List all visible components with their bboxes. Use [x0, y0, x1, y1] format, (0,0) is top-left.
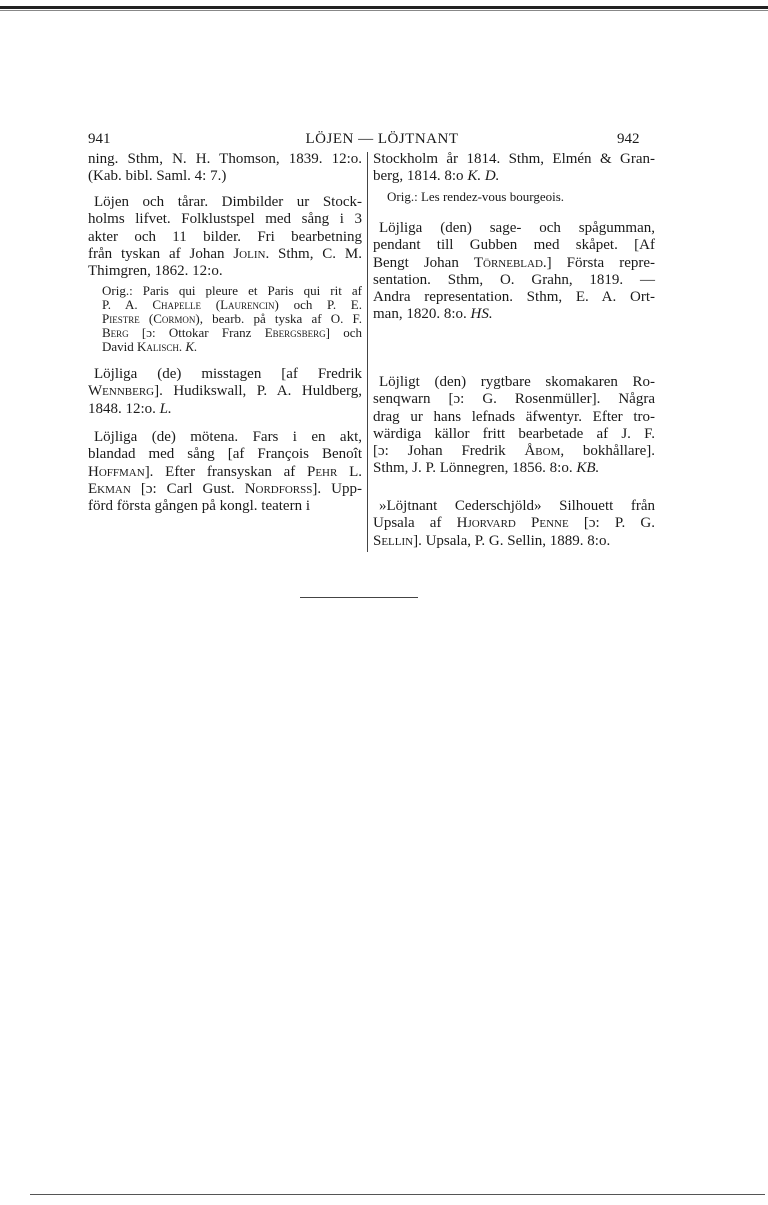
text-segment: man, 1820. 8:o.: [373, 306, 471, 323]
text-segment: drag ur hans lefnads äfwentyr. Efter tro-: [373, 408, 655, 425]
running-title: LÖJEN — LÖJTNANT: [305, 131, 459, 147]
text-line: [88, 211, 362, 228]
author-name: Jolin: [233, 245, 266, 262]
column-divider: [367, 152, 368, 552]
author-name: Berg: [102, 325, 129, 340]
author-name: Törneblad: [473, 254, 543, 271]
bibliography-entry: [88, 151, 362, 186]
author-name: Hoffman: [88, 463, 145, 480]
author-name: Sellin: [373, 532, 414, 549]
top-border-line: [0, 6, 768, 9]
text-segment: 1848. 12:o.: [88, 400, 160, 417]
text-line: [88, 298, 362, 312]
text-segment: senqwarn [ɔ: G. Rosenmüller]. Några: [373, 391, 655, 408]
text-segment: [ɔ: Ottokar Franz: [128, 325, 265, 340]
text-segment: sentation. Sthm, O. Grahn, 1819. —: [373, 271, 655, 288]
text-segment: Orig.: Les rendez-vous bourgeois.: [387, 189, 565, 204]
text-segment: .: [178, 339, 186, 354]
text-line: [88, 194, 362, 211]
text-line: [88, 168, 362, 185]
text-line: [373, 272, 655, 289]
text-line: [88, 246, 362, 263]
text-segment: Andra representation. Sthm, E. A. Ort-: [373, 289, 655, 306]
author-name: Laurencin: [220, 297, 275, 312]
author-name: Hjorvard Penne: [456, 515, 569, 532]
text-segment: .] Första repre-: [542, 254, 655, 271]
bibliography-entry: [373, 498, 655, 550]
text-segment: [ɔ: Carl Gust.: [130, 480, 245, 497]
text-segment: från tyskan af Johan: [88, 245, 234, 262]
text-segment: Orig.: Paris qui pleure et Paris qui rit af: [102, 283, 362, 298]
text-segment: . Sthm, C. M.: [265, 245, 362, 262]
bibliography-entry: [88, 429, 362, 515]
text-line: [88, 401, 362, 418]
bibliography-entry: [88, 366, 362, 418]
bottom-border-line: [30, 1194, 765, 1195]
text-segment: (Kab. bibl. Saml. 4: 7.): [88, 168, 227, 185]
text-line: [88, 284, 362, 298]
text-segment: ), bearb. på tyska af O. F.: [195, 311, 362, 326]
author-name: Ebergsberg: [264, 325, 326, 340]
text-segment: ]. Efter fransyskan af: [144, 463, 307, 480]
author-name: Pehr: [307, 463, 338, 480]
text-segment: Löjliga (den) sage- och spågumman,: [379, 220, 655, 236]
text-line: [373, 498, 655, 515]
text-segment: [ɔ: P. G.: [568, 515, 655, 532]
page-number-right: 942: [617, 131, 640, 147]
text-segment: ] och: [325, 325, 362, 340]
author-name: Åbom: [524, 443, 561, 460]
bibliography-entry: [88, 194, 362, 280]
library-siglum: L.: [159, 400, 172, 417]
author-name: Ekman: [88, 480, 131, 497]
author-name: Kalisch: [137, 339, 179, 354]
text-line: [88, 498, 362, 515]
text-line: [373, 255, 655, 272]
text-line: [373, 237, 655, 254]
library-siglum: K. D.: [467, 168, 500, 185]
text-line: [373, 306, 655, 323]
author-name: Piestre: [102, 311, 140, 326]
text-segment: berg, 1814. 8:o: [373, 168, 468, 185]
library-siglum: KB.: [576, 460, 600, 477]
text-segment: ning. Sthm, N. H. Thomson, 1839. 12:o.: [88, 151, 362, 167]
text-line: [373, 220, 655, 237]
text-segment: ]. Upsala, P. G. Sellin, 1889. 8:o.: [413, 532, 611, 549]
text-segment: Stockholm år 1814. Sthm, Elmén & Gran-: [373, 151, 655, 167]
author-name: Nordforss: [244, 480, 313, 497]
text-line: [373, 374, 655, 391]
text-segment: wärdiga källor fritt bearbetade af J. F.: [373, 425, 655, 442]
text-segment: ]. Upp-: [312, 480, 363, 497]
text-segment: blandad med sång [af François Benoît: [88, 446, 362, 463]
bibliography-entry: [373, 374, 655, 478]
page-number-left: 941: [88, 131, 111, 147]
library-siglum: HS.: [470, 306, 493, 323]
text-line: [373, 168, 655, 185]
text-segment: Sthm, J. P. Lönnegren, 1856. 8:o.: [373, 460, 577, 477]
text-segment: P. A.: [102, 297, 153, 312]
text-line: [88, 446, 362, 463]
text-line: [88, 481, 362, 498]
text-line: [88, 383, 362, 400]
text-line: [373, 190, 655, 204]
bibliography-entry: [373, 151, 655, 186]
text-line: [88, 326, 362, 340]
text-line: [373, 289, 655, 306]
text-line: [88, 464, 362, 481]
text-segment: L.: [337, 463, 362, 480]
text-line: [373, 515, 655, 532]
text-line: [88, 229, 362, 246]
text-segment: Upsala af: [373, 515, 457, 532]
text-segment: ) och P. E.: [274, 297, 362, 312]
author-name: Chapelle: [152, 297, 202, 312]
text-line: [373, 460, 655, 477]
text-line: [88, 151, 362, 168]
text-line: [373, 426, 655, 443]
text-segment: , bokhållare].: [560, 443, 655, 460]
text-line: [373, 443, 655, 460]
text-segment: Thimgren, 1862. 12:o.: [88, 263, 223, 280]
text-line: [373, 409, 655, 426]
end-rule: [300, 597, 418, 598]
text-segment: akter och 11 bilder. Fri bearbetning: [88, 228, 362, 245]
author-name: Cormon: [153, 311, 196, 326]
text-line: [88, 340, 362, 354]
text-segment: ]. Hudikswall, P. A. Huldberg,: [154, 383, 362, 400]
original-title-note: [373, 190, 655, 204]
text-segment: (: [201, 297, 221, 312]
text-segment: (: [139, 311, 154, 326]
text-segment: Löjliga (de) misstagen [af Fredrik: [94, 366, 362, 382]
top-border-line-thin: [0, 10, 768, 11]
text-segment: holms lifvet. Folklustspel med sång i 3: [88, 211, 362, 228]
text-segment: Löjen och tårar. Dimbilder ur Stock-: [94, 194, 362, 210]
original-title-note: [88, 284, 362, 354]
text-line: [373, 391, 655, 408]
text-segment: Bengt Johan: [373, 254, 474, 271]
bibliography-entry: [373, 220, 655, 324]
text-line: [373, 533, 655, 550]
text-segment: Löjliga (de) mötena. Fars i en akt,: [94, 429, 362, 445]
author-name: Wennberg: [88, 383, 155, 400]
text-segment: förd första gången på kongl. teatern i: [88, 498, 311, 515]
text-segment: »Löjtnant Cederschjöld» Silhouett från: [379, 498, 655, 514]
text-line: [88, 312, 362, 326]
text-segment: pendant till Gubben med skåpet. [Af: [373, 237, 655, 254]
text-line: [88, 429, 362, 446]
text-segment: David: [102, 339, 138, 354]
text-line: [373, 151, 655, 168]
library-siglum: K.: [185, 339, 198, 354]
text-line: [88, 366, 362, 383]
text-segment: [ɔ: Johan Fredrik: [373, 443, 525, 460]
text-line: [88, 263, 362, 280]
text-segment: Löjligt (den) rygtbare skomakaren Ro-: [379, 374, 655, 390]
